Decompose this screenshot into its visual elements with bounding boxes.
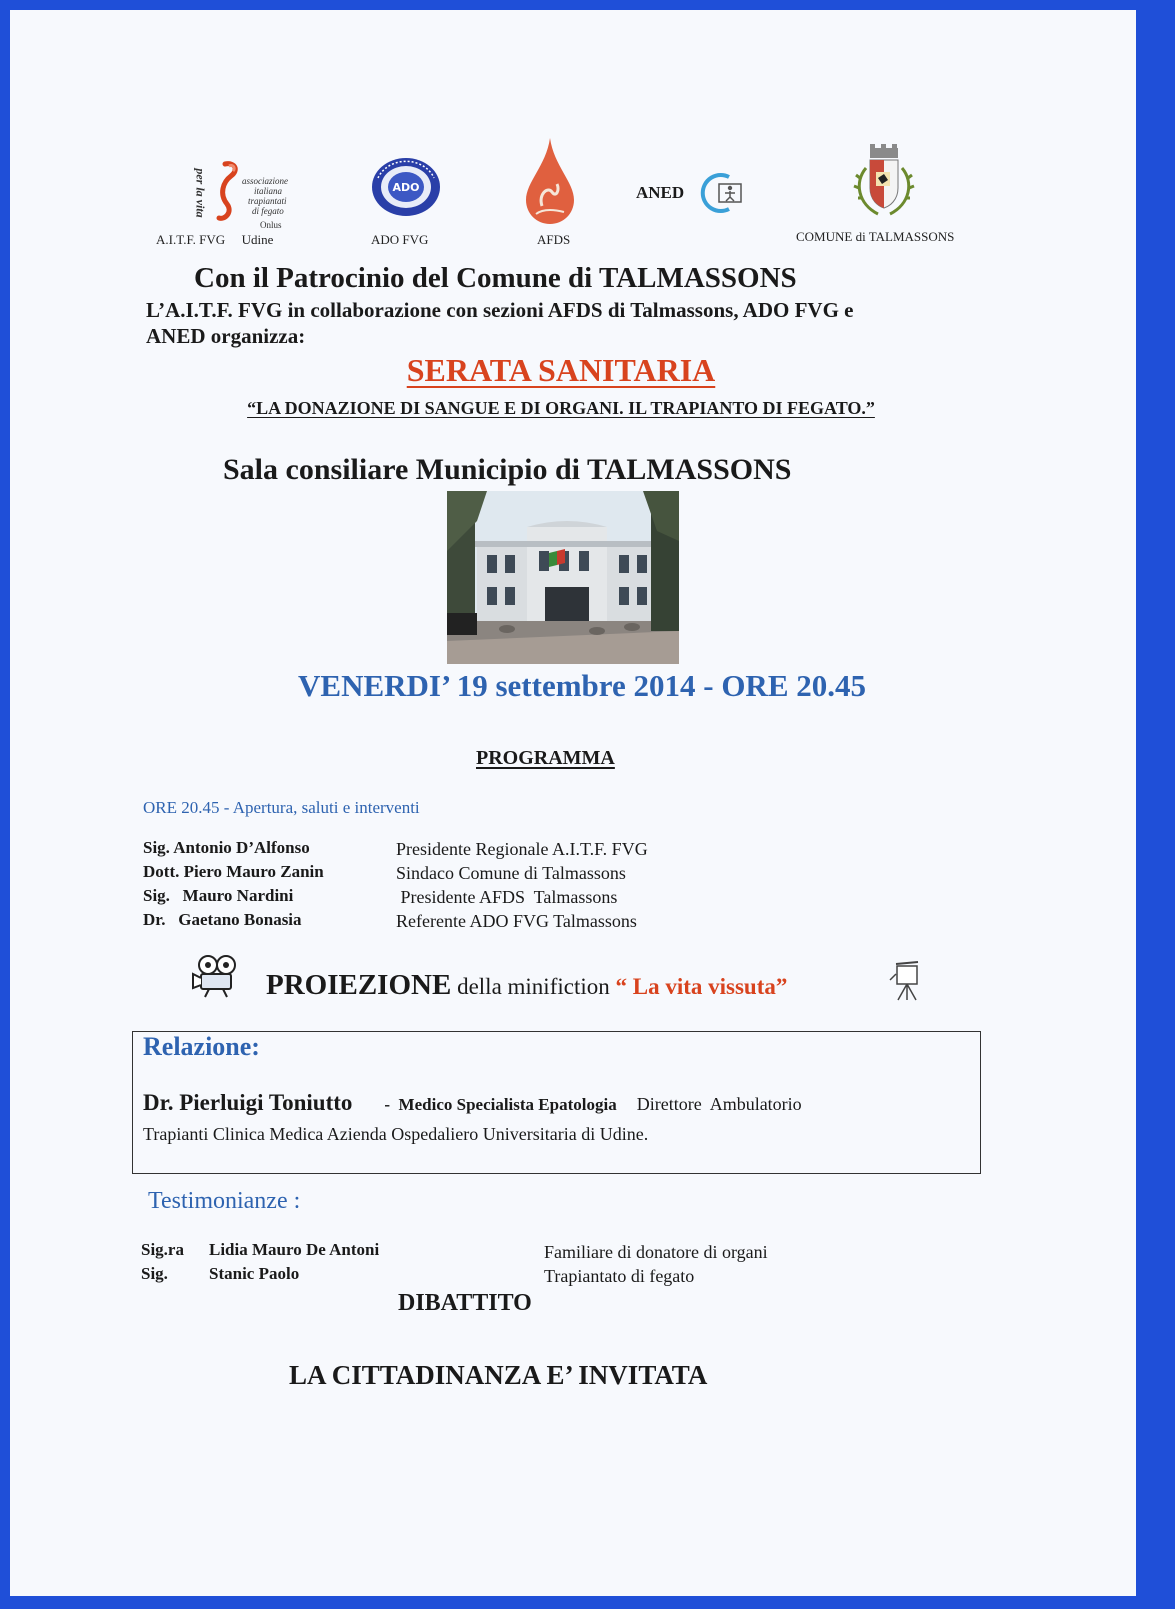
- aned-emblem-icon: [699, 172, 745, 214]
- town-hall-illustration: [447, 491, 679, 664]
- relazione-speaker-title: Direttore Ambulatorio: [636, 1094, 802, 1114]
- aitf-per-la-vita: per la vita: [193, 168, 208, 218]
- speaker-role: Referente ADO FVG Talmassons: [396, 911, 637, 931]
- testimone-role: Trapiantato di fegato: [544, 1266, 695, 1286]
- collaboration-line-1: L’A.I.T.F. FVG in collaborazione con sezioni AFDS di Talmassons, ADO FVG e: [146, 298, 854, 322]
- svg-text:ADO: ADO: [392, 181, 420, 194]
- afds-caption: AFDS: [537, 232, 571, 247]
- minifiction-title: “ La vita vissuta”: [615, 974, 788, 999]
- comune-caption: COMUNE di TALMASSONS: [796, 229, 955, 244]
- proiezione-text: della minifiction: [451, 974, 616, 999]
- testimonianze-heading: Testimonianze :: [148, 1188, 301, 1214]
- testimone-title: Sig.ra: [141, 1240, 184, 1259]
- comune-coat-of-arms-icon: [848, 142, 920, 230]
- aitf-caption-left: A.I.T.F. FVG: [156, 232, 226, 247]
- testimone-name: Lidia Mauro De Antoni: [209, 1240, 380, 1259]
- proiezione-label: PROIEZIONE: [266, 969, 452, 1001]
- speaker-role: Presidente Regionale A.I.T.F. FVG: [396, 839, 648, 859]
- testimone-role: Familiare di donatore di organi: [544, 1242, 768, 1262]
- aitf-line-2: italiana: [254, 186, 283, 196]
- film-camera-icon: [191, 954, 241, 998]
- aned-label: ANED: [636, 183, 685, 202]
- speaker-name: Dott. Piero Mauro Zanin: [143, 862, 324, 881]
- aitf-line-4: di fegato: [252, 206, 284, 216]
- event-subtitle: “LA DONAZIONE DI SANGUE E DI ORGANI. IL TRAPIANTO DI FEGATO.”: [247, 398, 875, 418]
- aitf-caption: [156, 232, 273, 248]
- event-title: SERATA SANITARIA: [406, 352, 716, 388]
- speaker-role: Sindaco Comune di Talmassons: [396, 863, 626, 883]
- venue-heading: Sala consiliare Municipio di TALMASSONS: [223, 453, 792, 486]
- collaboration-line-2: ANED organizza:: [146, 324, 306, 348]
- aitf-onlus: Onlus: [260, 220, 282, 230]
- event-date: VENERDI’ 19 settembre 2014 - ORE 20.45: [298, 668, 866, 703]
- dibattito-heading: DIBATTITO: [398, 1290, 532, 1316]
- opening-time: ORE 20.45 - Apertura, saluti e interventi: [143, 798, 420, 817]
- speaker-name: Sig. Mauro Nardini: [143, 886, 294, 905]
- afds-drop-icon: [524, 136, 576, 226]
- programma-heading: PROGRAMMA: [476, 747, 615, 769]
- town-hall-photo: [447, 491, 679, 664]
- proiezione-line: [266, 969, 787, 1002]
- relazione-speaker-name: Dr. Pierluigi Toniutto: [143, 1090, 353, 1115]
- speaker-name: Dr. Gaetano Bonasia: [143, 910, 302, 929]
- aitf-caption-right: Udine: [241, 232, 274, 247]
- aitf-ribbon-icon: [205, 160, 245, 225]
- aitf-line-3: trapiantati: [248, 196, 287, 206]
- relazione-heading: Relazione:: [143, 1032, 260, 1061]
- speaker-role: Presidente AFDS Talmassons: [396, 887, 618, 907]
- relazione-speaker-role: - Medico Specialista Epatologia: [384, 1095, 617, 1114]
- speaker-name: Sig. Antonio D’Alfonso: [143, 838, 310, 857]
- projection-screen-icon: [888, 960, 926, 1002]
- relazione-speaker-line: [143, 1090, 802, 1116]
- testimone-name: Stanic Paolo: [209, 1264, 300, 1283]
- testimone-title: Sig.: [141, 1264, 168, 1283]
- invitation-line: LA CITTADINANZA E’ INVITATA: [289, 1360, 708, 1390]
- relazione-affiliation: Trapianti Clinica Medica Azienda Ospedaliero Universitaria di Udine.: [143, 1124, 649, 1144]
- aitf-line-1: associazione: [242, 176, 288, 186]
- poster-page: [10, 10, 1136, 1596]
- ado-seal-icon: [370, 156, 442, 218]
- ado-caption: ADO FVG: [371, 232, 429, 247]
- patrocinio-heading: Con il Patrocinio del Comune di TALMASSONS: [194, 262, 797, 294]
